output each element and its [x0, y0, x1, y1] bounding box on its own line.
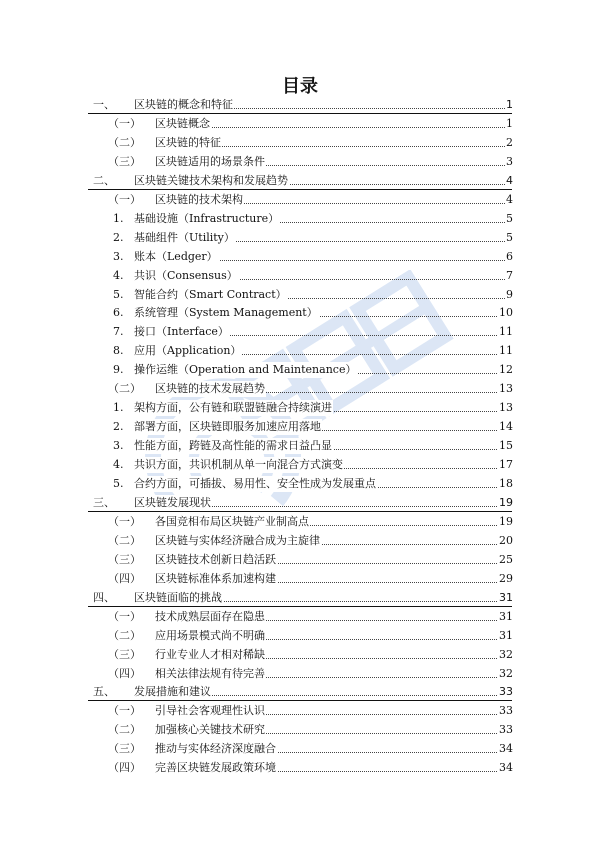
toc-entry-page: 32: [499, 667, 513, 680]
toc-entry-title: 接口（Interface）: [134, 325, 229, 338]
toc-entry-title: 应用场景模式尚不明确: [155, 629, 265, 642]
toc-entry[interactable]: [0, 476, 600, 492]
toc-entry-page: 19: [499, 515, 513, 528]
toc-entry[interactable]: [0, 400, 600, 416]
toc-entry[interactable]: [0, 647, 600, 663]
toc-entry-title: 推动与实体经济深度融合: [155, 742, 276, 755]
toc-entry-title: 发展措施和建议: [134, 685, 211, 698]
toc-entry-title: 引导社会客观理性认识: [155, 704, 265, 717]
toc-entry[interactable]: [0, 514, 600, 530]
toc-entry-title: 相关法律法规有待完善: [155, 667, 265, 680]
toc-entry[interactable]: [0, 116, 600, 132]
toc-entry-title: 行业专业人才相对稀缺: [155, 648, 265, 661]
toc-entry-title: 智能合约（Smart Contract）: [134, 288, 287, 301]
toc-entry-title: 共识（Consensus）: [134, 269, 238, 282]
toc-entry-number: （二）: [108, 723, 141, 736]
toc-entry-page: 15: [499, 439, 513, 452]
toc-entry[interactable]: [0, 703, 600, 719]
toc-entry[interactable]: [0, 324, 600, 340]
toc-entry-title: 区块链标准体系加速构建: [155, 572, 276, 585]
toc-entry-page: 10: [499, 306, 513, 319]
toc-entry-title: 各国竞相布局区块链产业制高点: [155, 515, 309, 528]
toc-entry-title: 账本（Ledger）: [134, 250, 218, 263]
toc-entry-page: 29: [499, 572, 513, 585]
toc-entry-number: （二）: [108, 136, 141, 149]
toc-entry-number: （一）: [108, 117, 141, 130]
toc-entry[interactable]: [0, 192, 600, 208]
toc-entry[interactable]: [0, 343, 600, 359]
toc-entry-page: 17: [499, 458, 513, 471]
toc-entry-number: 7.: [113, 325, 124, 338]
toc-entry-number: 1.: [113, 212, 124, 225]
toc-entry[interactable]: [0, 362, 600, 378]
toc-entry[interactable]: [0, 760, 600, 776]
toc-entry-page: 5: [506, 231, 513, 244]
toc-entry-page: 14: [499, 420, 513, 433]
section-divider: [88, 700, 512, 701]
toc-entry-title: 区块链关键技术架构和发展趋势: [134, 174, 288, 187]
toc-entry-number: 3.: [113, 439, 124, 452]
section-divider: [88, 113, 512, 114]
toc-entry[interactable]: [0, 609, 600, 625]
toc-entry-title: 区块链的特征: [155, 136, 221, 149]
toc-entry[interactable]: [0, 495, 600, 511]
toc-entry-title: 区块链发展现状: [134, 496, 211, 509]
toc-entry-title: 区块链的概念和特征: [134, 98, 233, 111]
toc-entry-number: 一、: [93, 98, 115, 111]
toc-entry[interactable]: [0, 628, 600, 644]
toc-entry-number: 5.: [113, 288, 124, 301]
toc-entry-number: 2.: [113, 231, 124, 244]
toc-entry-page: 11: [499, 325, 513, 338]
toc-entry-page: 20: [499, 534, 513, 547]
toc-entry-number: 4.: [113, 269, 124, 282]
toc-entry-title: 操作运维（Operation and Maintenance）: [134, 363, 357, 376]
toc-entry[interactable]: [0, 173, 600, 189]
toc-entry-title: 架构方面，公有链和联盟链融合持续演进: [134, 401, 332, 414]
toc-entry-page: 31: [499, 629, 513, 642]
toc-entry-title: 性能方面，跨链及高性能的需求日益凸显: [134, 439, 332, 452]
toc-entry-page: 4: [506, 174, 513, 187]
toc-entry-title: 区块链适用的场景条件: [155, 155, 265, 168]
toc-entry-title: 系统管理（System Management）: [134, 306, 318, 319]
toc-entry-title: 区块链面临的挑战: [134, 591, 222, 604]
toc-title: 目录: [282, 76, 318, 97]
toc-entry-page: 3: [506, 155, 513, 168]
toc-entry[interactable]: [0, 135, 600, 151]
toc-entry[interactable]: [0, 381, 600, 397]
toc-entry-title: 技术成熟层面存在隐患: [155, 610, 265, 623]
toc-entry-page: 5: [506, 212, 513, 225]
section-divider: [88, 189, 512, 190]
toc-entry-number: （四）: [108, 761, 141, 774]
toc-entry[interactable]: [0, 305, 600, 321]
toc-entry[interactable]: [0, 552, 600, 568]
toc-entry-page: 11: [499, 344, 513, 357]
toc-entry[interactable]: [0, 741, 600, 757]
toc-entry[interactable]: [0, 722, 600, 738]
toc-entry[interactable]: [0, 249, 600, 265]
toc-entry-number: 9.: [113, 363, 124, 376]
toc-entry-title: 区块链的技术发展趋势: [155, 382, 265, 395]
toc-entry-number: （一）: [108, 704, 141, 717]
toc-entry[interactable]: [0, 684, 600, 700]
toc-entry-page: 2: [506, 136, 513, 149]
toc-entry[interactable]: [0, 154, 600, 170]
toc-entry-page: 12: [499, 363, 513, 376]
toc-entry[interactable]: [0, 419, 600, 435]
toc-entry[interactable]: [0, 438, 600, 454]
toc-entry-number: （三）: [108, 553, 141, 566]
toc-entry-page: 7: [506, 269, 513, 282]
section-divider: [88, 606, 512, 607]
toc-entry-number: （二）: [108, 534, 141, 547]
toc-entry[interactable]: [0, 590, 600, 606]
toc-entry-page: 33: [499, 723, 513, 736]
toc-entry-page: 25: [499, 553, 513, 566]
toc-entry-title: 应用（Application）: [134, 344, 242, 357]
toc-entry-page: 4: [506, 193, 513, 206]
toc-entry-number: 五、: [93, 685, 115, 698]
toc-entry[interactable]: [0, 211, 600, 227]
toc-entry-title: 区块链概念: [155, 117, 210, 130]
toc-entry-page: 18: [499, 477, 513, 490]
toc-entry-number: 8.: [113, 344, 124, 357]
toc-entry-title: 区块链与实体经济融合成为主旋律: [155, 534, 320, 547]
toc-entry-number: （四）: [108, 667, 141, 680]
toc-entry-number: 4.: [113, 458, 124, 471]
toc-entry-title: 完善区块链发展政策环境: [155, 761, 276, 774]
toc-entry-number: （二）: [108, 629, 141, 642]
toc-entry[interactable]: [0, 287, 600, 303]
toc-entry-title: 区块链技术创新日趋活跃: [155, 553, 276, 566]
section-divider: [88, 511, 512, 512]
toc-entry-page: 33: [499, 685, 513, 698]
toc-entry-title: 区块链的技术架构: [155, 193, 243, 206]
toc-entry-number: （二）: [108, 382, 141, 395]
toc-entry-number: 6.: [113, 306, 124, 319]
toc-entry-page: 1: [506, 117, 513, 130]
toc-entry-title: 部署方面，区块链即服务加速应用落地: [134, 420, 321, 433]
toc-entry-number: 3.: [113, 250, 124, 263]
toc-entry-title: 基础设施（Infrastructure）: [134, 212, 280, 225]
toc-entry-title: 合约方面，可插拔、易用性、安全性成为发展重点: [134, 477, 376, 490]
toc-entry-page: 34: [499, 761, 513, 774]
toc-entry-number: 二、: [93, 174, 115, 187]
toc-entry[interactable]: [0, 533, 600, 549]
toc-entry-number: 三、: [93, 496, 115, 509]
toc-entry-page: 1: [506, 98, 513, 111]
toc-entry-page: 32: [499, 648, 513, 661]
toc-entry[interactable]: [0, 97, 600, 113]
toc-entry-page: 6: [506, 250, 513, 263]
toc-entry-number: （一）: [108, 610, 141, 623]
toc-entry-number: 四、: [93, 591, 115, 604]
toc-entry-title: 共识方面，共识机制从单一向混合方式演变: [134, 458, 343, 471]
toc-entry-number: （三）: [108, 155, 141, 168]
toc-entry[interactable]: [0, 230, 600, 246]
toc-entry-number: （三）: [108, 648, 141, 661]
toc-entry-number: （一）: [108, 515, 141, 528]
toc-entry[interactable]: [0, 666, 600, 682]
toc-entry[interactable]: [0, 457, 600, 473]
toc-entry[interactable]: [0, 571, 600, 587]
toc-entry-page: 34: [499, 742, 513, 755]
toc-entry-number: 1.: [113, 401, 124, 414]
toc-entry-number: （三）: [108, 742, 141, 755]
toc-entry-title: 基础组件（Utility）: [134, 231, 235, 244]
toc-entry-page: 9: [506, 288, 513, 301]
toc-entry[interactable]: [0, 268, 600, 284]
toc-entry-number: （一）: [108, 193, 141, 206]
toc-entry-page: 19: [499, 496, 513, 509]
toc-entry-page: 31: [499, 591, 513, 604]
toc-entry-page: 13: [499, 382, 513, 395]
toc-entry-page: 33: [499, 704, 513, 717]
toc-entry-number: （四）: [108, 572, 141, 585]
toc-entry-number: 2.: [113, 420, 124, 433]
toc-entry-title: 加强核心关键技术研究: [155, 723, 265, 736]
toc-entry-page: 13: [499, 401, 513, 414]
toc-entry-number: 5.: [113, 477, 124, 490]
toc-entry-page: 31: [499, 610, 513, 623]
